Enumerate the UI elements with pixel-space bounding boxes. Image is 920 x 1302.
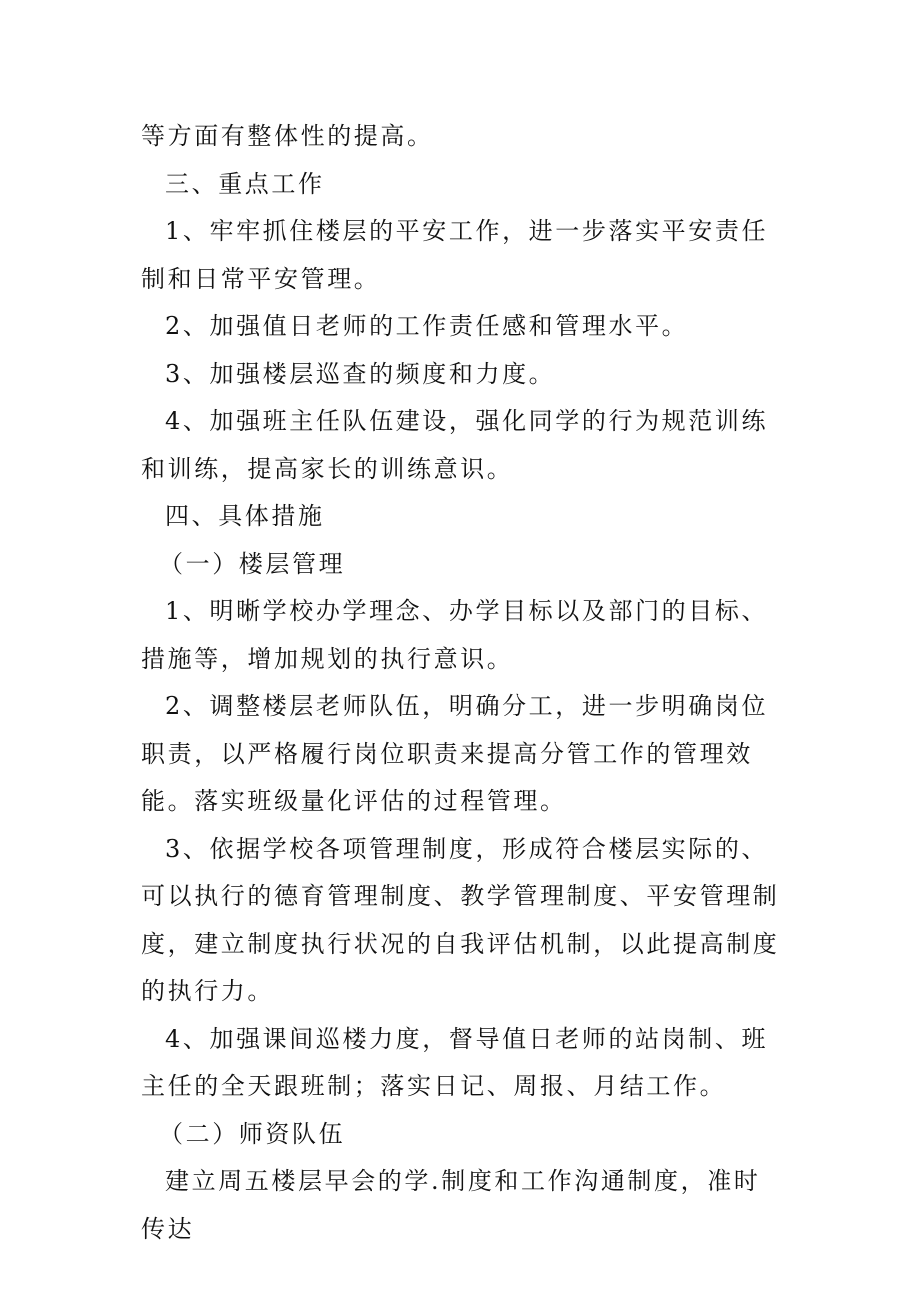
list-item: 2、加强值日老师的工作责任感和管理水平。 [165,312,689,340]
paragraph: 建立周五楼层早会的学.制度和工作沟通制度，准时传达 [141,1167,761,1243]
paragraph-continuation: 等方面有整体性的提高。 [141,122,434,150]
list-item: 1、牢牢抓住楼层的平安工作，进一步落实平安责任制和日常平安管理。 [141,217,769,293]
document-body [141,113,786,1253]
list-item: 3、依据学校各项管理制度，形成符合楼层实际的、可以执行的德育管理制度、教学管理制度、平安管理制度，建立制度执行状况的自我评估机制，以此提高制度的执行力。 [141,834,780,1005]
section-heading-measures: 四、具体措施 [165,502,325,530]
list-item: 1、明晰学校办学理念、办学目标以及部门的目标、措施等，增加规划的执行意识。 [141,597,769,673]
list-item: 2、调整楼层老师队伍，明确分工，进一步明确岗位职责，以严格履行岗位职责来提高分管工作的管理效能。落实班级量化评估的过程管理。 [141,692,769,815]
list-item: 3、加强楼层巡查的频度和力度。 [165,359,556,388]
list-item: 4、加强课间巡楼力度，督导值日老师的站岗制、班主任的全天跟班制；落实日记、周报、月结工作。 [141,1024,769,1100]
subsection-heading-floor-management: （一）楼层管理 [159,549,346,578]
list-item: 4、加强班主任队伍建设，强化同学的行为规范训练和训练，提高家长的训练意识。 [141,407,769,483]
section-heading-key-work: 三、重点工作 [165,169,325,198]
subsection-heading-teaching-staff: （二）师资队伍 [159,1119,346,1148]
